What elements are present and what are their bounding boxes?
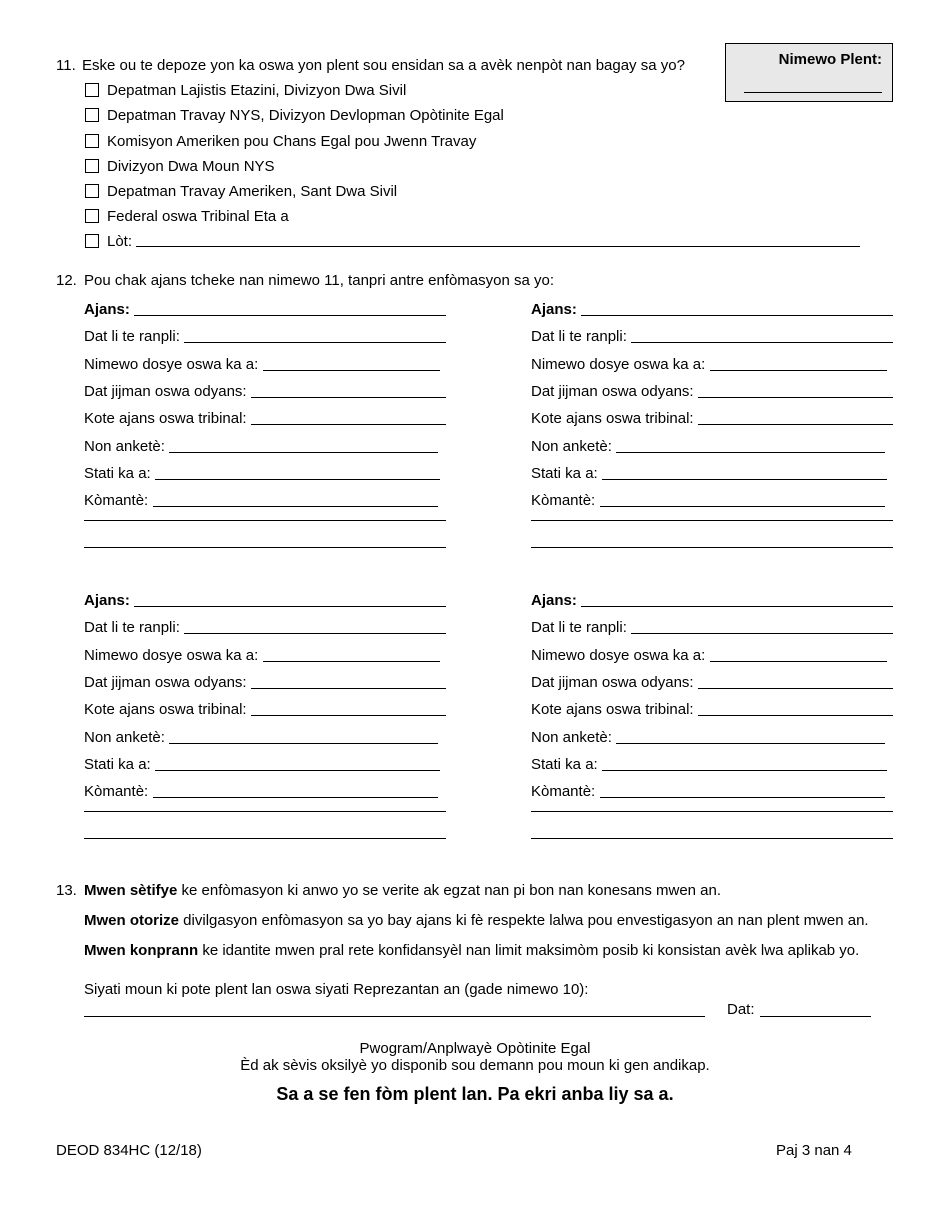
location-label: Kote ajans oswa tribinal: <box>531 701 694 719</box>
location-field[interactable] <box>531 701 893 719</box>
status-label: Stati ka a: <box>531 464 598 482</box>
understand-statement <box>84 942 859 959</box>
case-number-label: Nimewo dosye oswa ka a: <box>84 646 259 664</box>
location-field[interactable] <box>531 410 893 428</box>
investigator-input-line[interactable] <box>169 452 438 453</box>
checkbox[interactable] <box>85 159 99 173</box>
agency-input-line[interactable] <box>134 315 446 316</box>
comments-continuation-line[interactable] <box>84 520 446 521</box>
complaint-number-field[interactable] <box>744 92 882 93</box>
comments-input-line[interactable] <box>600 797 885 798</box>
authorize-text: divilgasyon enfòmasyon sa yo bay ajans ki fè respekte lalwa pou envestigasyon an nan plent mwen an. <box>179 912 869 929</box>
checkbox[interactable] <box>85 184 99 198</box>
date-filed-field[interactable] <box>531 619 893 637</box>
location-input-line[interactable] <box>698 424 893 425</box>
location-field[interactable] <box>84 701 446 719</box>
status-input-line[interactable] <box>155 479 440 480</box>
agency-label: Ajans: <box>84 301 130 318</box>
q11-option-nys-human-rights[interactable] <box>85 157 275 175</box>
date-line[interactable] <box>760 1016 871 1017</box>
date-filed-field[interactable] <box>84 328 446 346</box>
date-filed-field[interactable] <box>531 328 893 346</box>
agency-input-line[interactable] <box>581 606 893 607</box>
date-filed-field[interactable] <box>84 619 446 637</box>
agency-label: Ajans: <box>531 592 577 609</box>
understand-bold: Mwen konprann <box>84 942 199 959</box>
case-number-field[interactable] <box>84 647 446 665</box>
agency-field[interactable] <box>531 301 893 319</box>
location-label: Kote ajans oswa tribinal: <box>531 410 694 428</box>
status-label: Stati ka a: <box>531 755 598 773</box>
option-label: Lòt: <box>107 232 133 250</box>
investigator-field[interactable] <box>84 438 446 456</box>
comments-input-line[interactable] <box>153 506 438 507</box>
date-label: Dat: <box>727 1001 755 1018</box>
complaint-number-label: Nimewo Plent: <box>778 51 882 68</box>
date-filed-input-line[interactable] <box>184 633 446 634</box>
agency-input-line[interactable] <box>134 606 446 607</box>
hearing-date-input-line[interactable] <box>698 688 893 689</box>
case-number-input-line[interactable] <box>263 661 440 662</box>
hearing-date-label: Dat jijman oswa odyans: <box>84 673 247 691</box>
agency-input-line[interactable] <box>581 315 893 316</box>
location-input-line[interactable] <box>698 715 893 716</box>
status-field[interactable] <box>531 465 893 483</box>
status-label: Stati ka a: <box>84 755 151 773</box>
status-input-line[interactable] <box>155 770 440 771</box>
comments-field[interactable] <box>531 783 893 801</box>
certify-text: ke enfòmasyon ki anwo yo se verite ak egzat nan pi bon nan konesans mwen an. <box>177 882 722 899</box>
checkbox[interactable] <box>85 83 99 97</box>
investigator-label: Non anketè: <box>531 728 612 746</box>
program-name: Pwogram/Anplwayè Opòtinite Egal <box>359 1040 591 1057</box>
hearing-date-field[interactable] <box>531 674 893 692</box>
option-label: Depatman Travay NYS, Divizyon Devlopman Opòtinite Egal <box>107 106 504 124</box>
hearing-date-field[interactable] <box>531 383 893 401</box>
agency-field[interactable] <box>531 592 893 610</box>
case-number-input-line[interactable] <box>263 370 440 371</box>
investigator-field[interactable] <box>84 729 446 747</box>
q11-option-court[interactable] <box>85 207 289 225</box>
date-filed-label: Dat li te ranpli: <box>531 619 627 637</box>
comments-continuation-line[interactable] <box>84 811 446 812</box>
comments-field[interactable] <box>84 783 446 801</box>
q11-option-doj[interactable] <box>85 81 406 99</box>
q11-option-eeoc[interactable] <box>85 132 476 150</box>
case-number-field[interactable] <box>84 356 446 374</box>
option-label: Divizyon Dwa Moun NYS <box>107 157 275 175</box>
date-filed-label: Dat li te ranpli: <box>84 619 180 637</box>
signature-label: Siyati moun ki pote plent lan oswa siyati Reprezantan an (gade nimewo 10): <box>84 981 589 998</box>
location-input-line[interactable] <box>251 715 446 716</box>
date-filed-input-line[interactable] <box>184 342 446 343</box>
comments-continuation-line[interactable] <box>84 547 446 548</box>
checkbox[interactable] <box>85 234 99 248</box>
signature-line[interactable] <box>84 1016 705 1017</box>
comments-label: Kòmantè: <box>531 783 596 801</box>
status-label: Stati ka a: <box>84 464 151 482</box>
hearing-date-field[interactable] <box>84 383 446 401</box>
hearing-date-input-line[interactable] <box>251 397 446 398</box>
q13-number: 13. <box>56 882 77 899</box>
investigator-input-line[interactable] <box>616 452 885 453</box>
checkbox[interactable] <box>85 209 99 223</box>
comments-continuation-line[interactable] <box>84 838 446 839</box>
location-label: Kote ajans oswa tribinal: <box>84 410 247 428</box>
aux-services-notice: Èd ak sèvis oksilyè yo disponib sou demann pou moun ki gen andikap. <box>240 1057 710 1074</box>
q11-option-us-labor[interactable] <box>85 182 397 200</box>
status-field[interactable] <box>84 465 446 483</box>
q12-question: Pou chak ajans tcheke nan nimewo 11, tanpri antre enfòmasyon sa yo: <box>84 272 555 289</box>
location-label: Kote ajans oswa tribinal: <box>84 701 247 719</box>
checkbox[interactable] <box>85 134 99 148</box>
location-input-line[interactable] <box>251 424 446 425</box>
case-number-field[interactable] <box>531 647 893 665</box>
status-field[interactable] <box>84 756 446 774</box>
investigator-label: Non anketè: <box>84 728 165 746</box>
status-field[interactable] <box>531 756 893 774</box>
agency-field[interactable] <box>84 592 446 610</box>
q11-option-nys-labor[interactable] <box>85 106 504 124</box>
agency-label: Ajans: <box>531 301 577 318</box>
checkbox[interactable] <box>85 108 99 122</box>
authorize-statement <box>84 912 869 929</box>
investigator-field[interactable] <box>531 438 893 456</box>
investigator-label: Non anketè: <box>531 437 612 455</box>
status-input-line[interactable] <box>602 770 887 771</box>
comments-label: Kòmantè: <box>84 783 149 801</box>
page-number: Paj 3 nan 4 <box>776 1142 852 1159</box>
comments-continuation-line[interactable] <box>531 811 893 812</box>
agency-field[interactable] <box>84 301 446 319</box>
comments-label: Kòmantè: <box>531 492 596 510</box>
location-field[interactable] <box>84 410 446 428</box>
comments-label: Kòmantè: <box>84 492 149 510</box>
date-filed-label: Dat li te ranpli: <box>531 328 627 346</box>
case-number-input-line[interactable] <box>710 661 887 662</box>
hearing-date-label: Dat jijman oswa odyans: <box>84 382 247 400</box>
hearing-date-input-line[interactable] <box>698 397 893 398</box>
certify-statement <box>84 882 721 899</box>
investigator-label: Non anketè: <box>84 437 165 455</box>
case-number-label: Nimewo dosye oswa ka a: <box>531 355 706 373</box>
complaint-number-box <box>725 43 893 102</box>
understand-text: ke idantite mwen pral rete konfidansyèl nan limit maksimòm posib ki konsistan avèk lwa aplikab yo. <box>198 942 860 959</box>
comments-continuation-line[interactable] <box>531 838 893 839</box>
authorize-bold: Mwen otorize <box>84 912 180 929</box>
status-input-line[interactable] <box>602 479 887 480</box>
option-label: Federal oswa Tribinal Eta a <box>107 207 289 225</box>
date-filed-input-line[interactable] <box>631 342 893 343</box>
end-of-form-notice: Sa a se fen fòm plent lan. Pa ekri anba liy sa a. <box>276 1084 674 1104</box>
q11-number: 11. <box>56 57 76 74</box>
case-number-input-line[interactable] <box>710 370 887 371</box>
date-filed-label: Dat li te ranpli: <box>84 328 180 346</box>
date-filed-input-line[interactable] <box>631 633 893 634</box>
q12-number: 12. <box>56 272 77 289</box>
hearing-date-label: Dat jijman oswa odyans: <box>531 382 694 400</box>
investigator-input-line[interactable] <box>169 743 438 744</box>
hearing-date-input-line[interactable] <box>251 688 446 689</box>
hearing-date-field[interactable] <box>84 674 446 692</box>
investigator-input-line[interactable] <box>616 743 885 744</box>
q11-option-other[interactable] <box>85 232 132 250</box>
hearing-date-label: Dat jijman oswa odyans: <box>531 673 694 691</box>
case-number-field[interactable] <box>531 356 893 374</box>
agency-label: Ajans: <box>84 592 130 609</box>
option-label: Depatman Lajistis Etazini, Divizyon Dwa Sivil <box>107 81 407 99</box>
comments-continuation-line[interactable] <box>531 520 893 521</box>
q11-other-input-line[interactable] <box>136 246 860 247</box>
comments-input-line[interactable] <box>600 506 885 507</box>
comments-field[interactable] <box>84 492 446 510</box>
option-label: Komisyon Ameriken pou Chans Egal pou Jwenn Travay <box>107 132 477 150</box>
certify-bold: Mwen sètifye <box>84 882 178 899</box>
q11-question: Eske ou te depoze yon ka oswa yon plent sou ensidan sa a avèk nenpòt nan bagay sa yo? <box>82 57 685 74</box>
investigator-field[interactable] <box>531 729 893 747</box>
form-id: DEOD 834HC (12/18) <box>56 1142 202 1159</box>
case-number-label: Nimewo dosye oswa ka a: <box>84 355 259 373</box>
comments-continuation-line[interactable] <box>531 547 893 548</box>
case-number-label: Nimewo dosye oswa ka a: <box>531 646 706 664</box>
comments-field[interactable] <box>531 492 893 510</box>
comments-input-line[interactable] <box>153 797 438 798</box>
option-label: Depatman Travay Ameriken, Sant Dwa Sivil <box>107 182 398 200</box>
